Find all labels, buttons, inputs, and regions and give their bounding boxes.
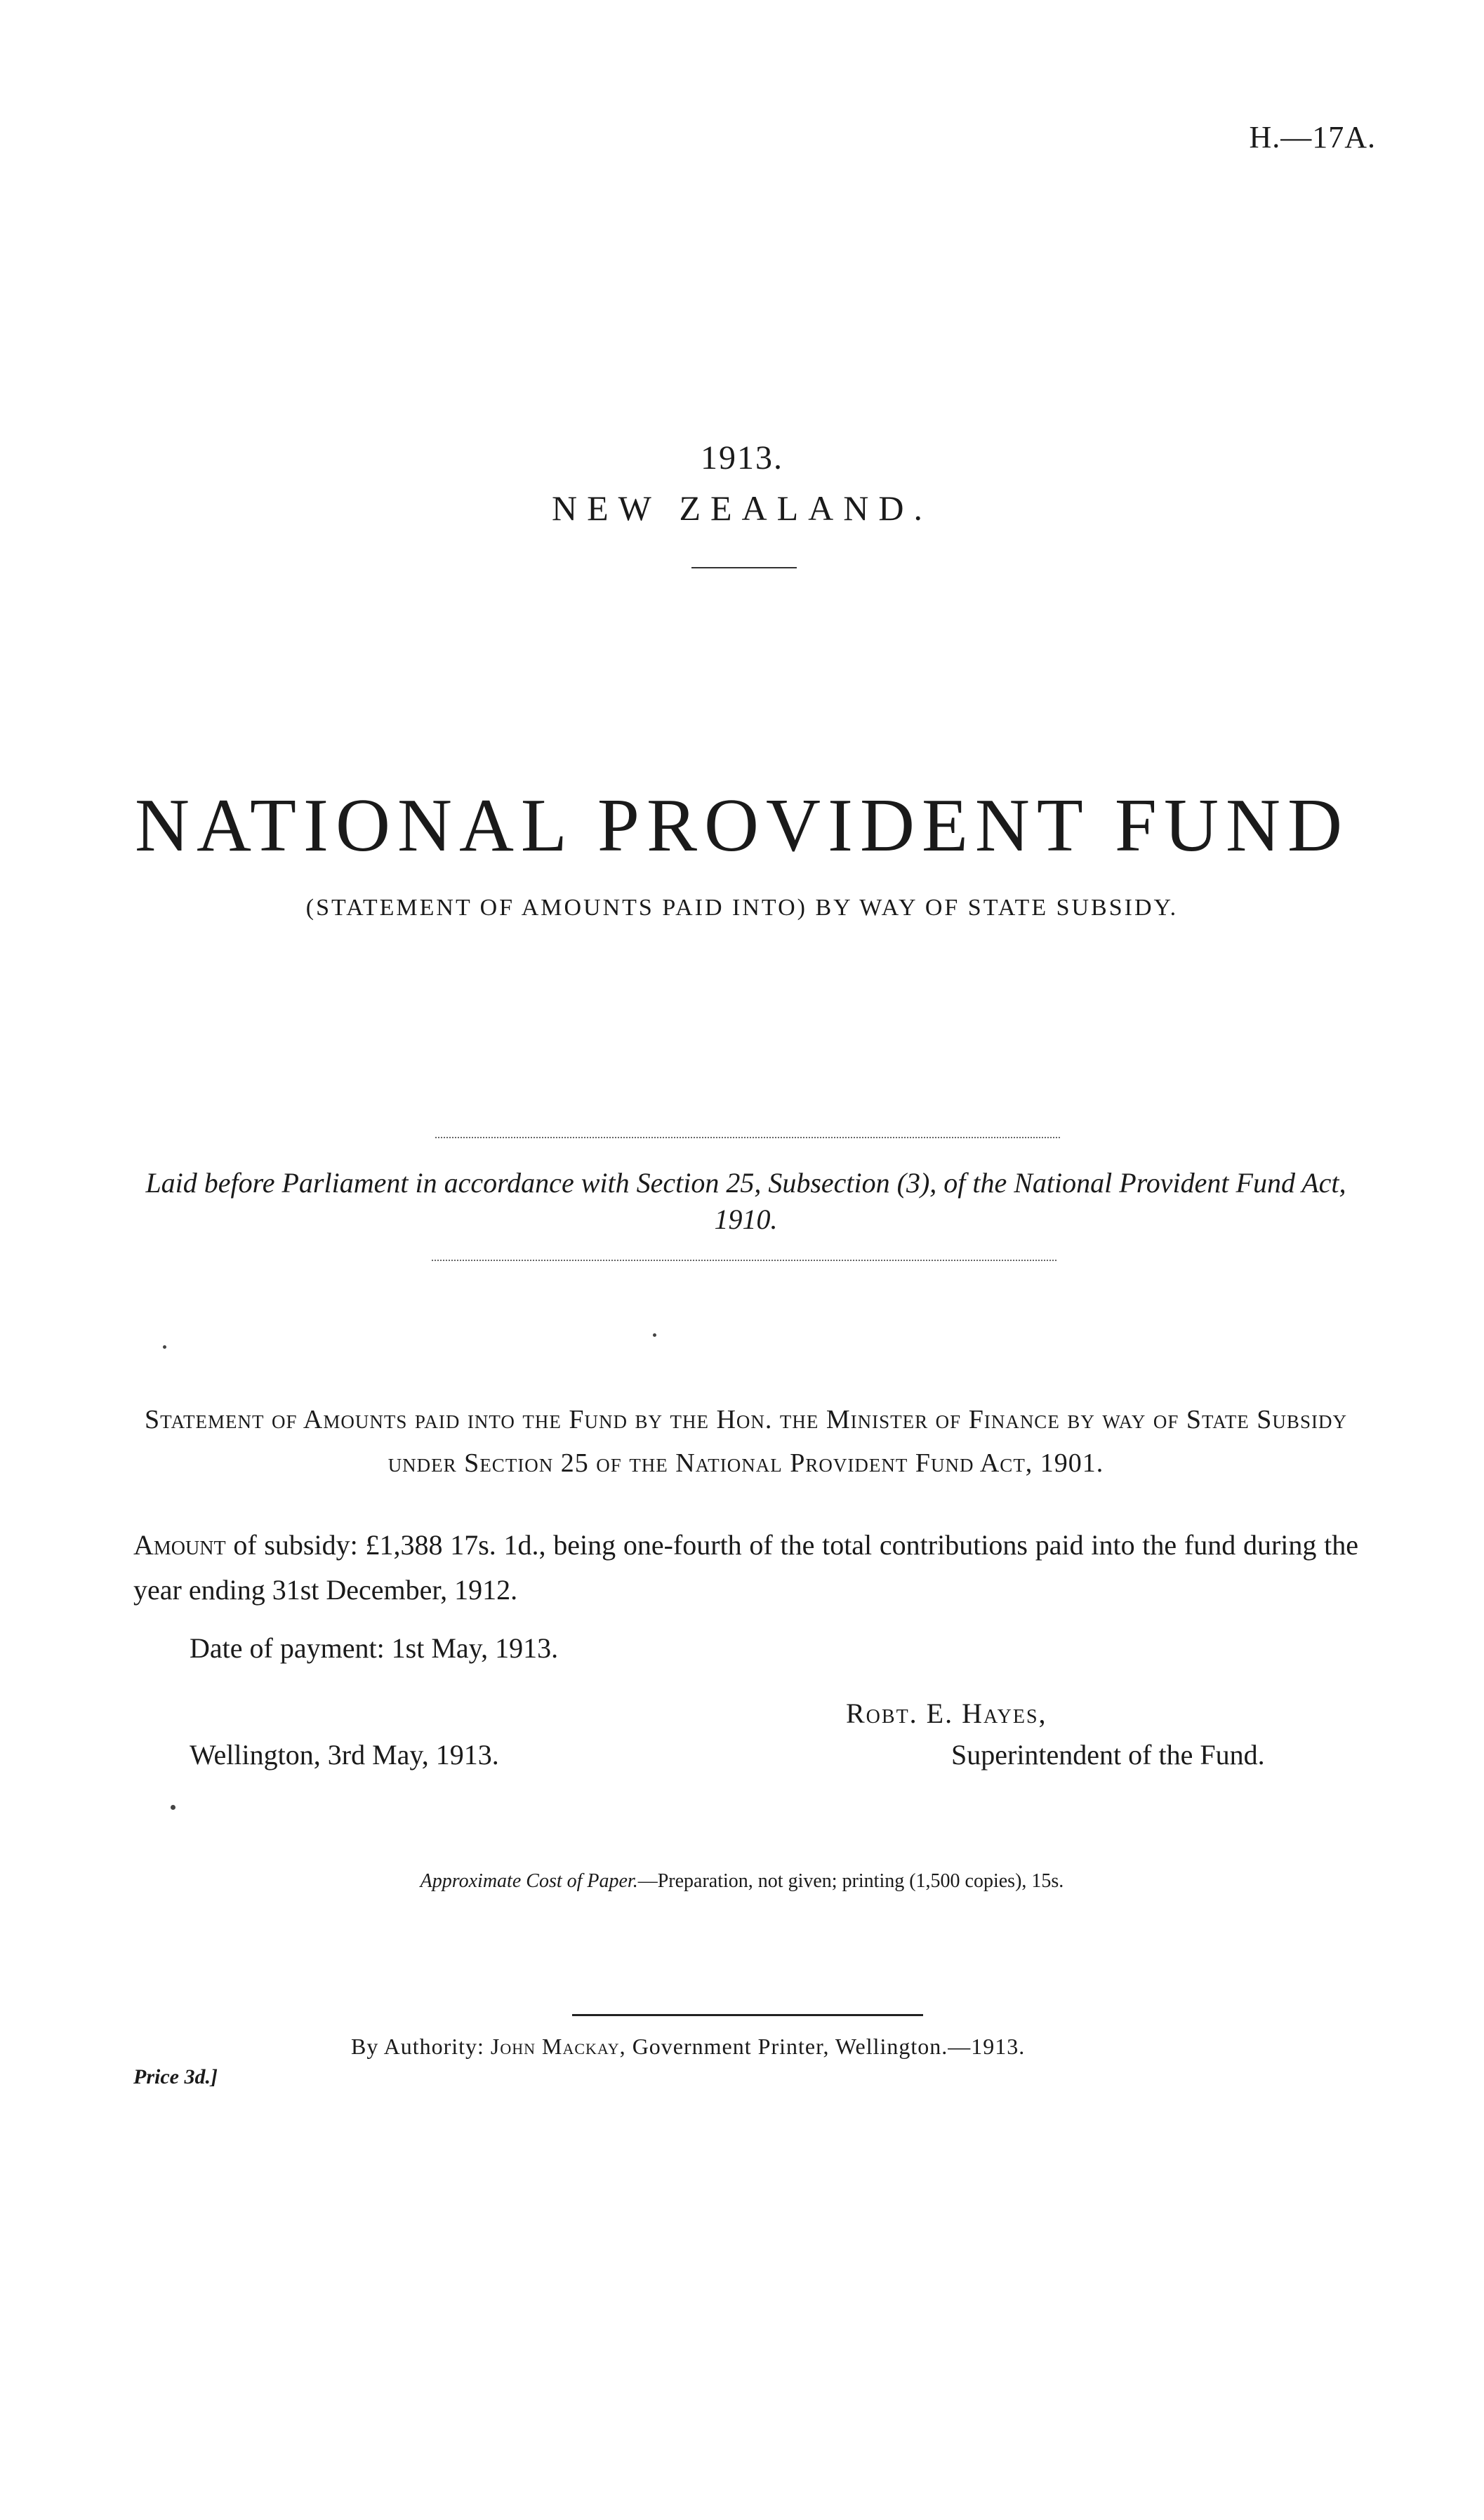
price: Price 3d.] [133,2065,218,2088]
document-title: NATIONAL PROVIDENT FUND [135,784,1349,867]
paper-reference: H.—17A. [1249,120,1376,154]
publication-year: 1913. [701,439,783,476]
lower-dotted-rule [432,1260,1056,1261]
upper-dotted-rule [435,1137,1060,1138]
printer-name: John Mackay, [490,2034,626,2059]
cost-text: —Preparation, not given; printing (1,500 copies), 15s. [637,1870,1064,1892]
cost-label: Approximate Cost of Paper. [420,1870,638,1892]
place-and-date: Wellington, 3rd May, 1913. [190,1739,499,1771]
printer-authority [351,2034,1025,2060]
statement-heading: Statement of Amounts paid into the Fund by the Hon. the Minister of Finance by way of State Subsidy under Section 25 of the National Provident Fund Act, 1901. [145,1405,1347,1478]
print-speck [163,1345,166,1349]
country-heading: NEW ZEALAND. [552,488,932,528]
amount-text: of subsidy: £1,388 17s. 1d., being one-fourth of the total contributions paid into the fund during the year ending 31st December, 1912. [133,1529,1359,1606]
title-divider [691,567,797,568]
document-subtitle: (STATEMENT OF AMOUNTS PAID INTO) BY WAY OF STATE SUBSIDY. [305,895,1179,921]
authority-prefix: By Authority: [351,2034,484,2059]
signatory-title: Superintendent of the Fund. [951,1739,1265,1771]
payment-date: Date of payment: 1st May, 1913. [190,1632,559,1664]
print-speck [653,1333,656,1337]
authority-suffix: Government Printer, Wellington.—1913. [632,2034,1026,2059]
signatory-name: Robt. E. Hayes, [846,1698,1047,1729]
cost-of-paper [0,1870,1484,1893]
footer-rule [572,2014,923,2016]
print-speck [171,1805,175,1810]
amount-label: Amount [133,1529,226,1561]
subsidy-paragraph [133,1523,1358,1613]
laid-before-notice: Laid before Parliament in accordance with Section 25, Subsection (3), of the National Provident Fund Act, 1910. [145,1167,1346,1235]
